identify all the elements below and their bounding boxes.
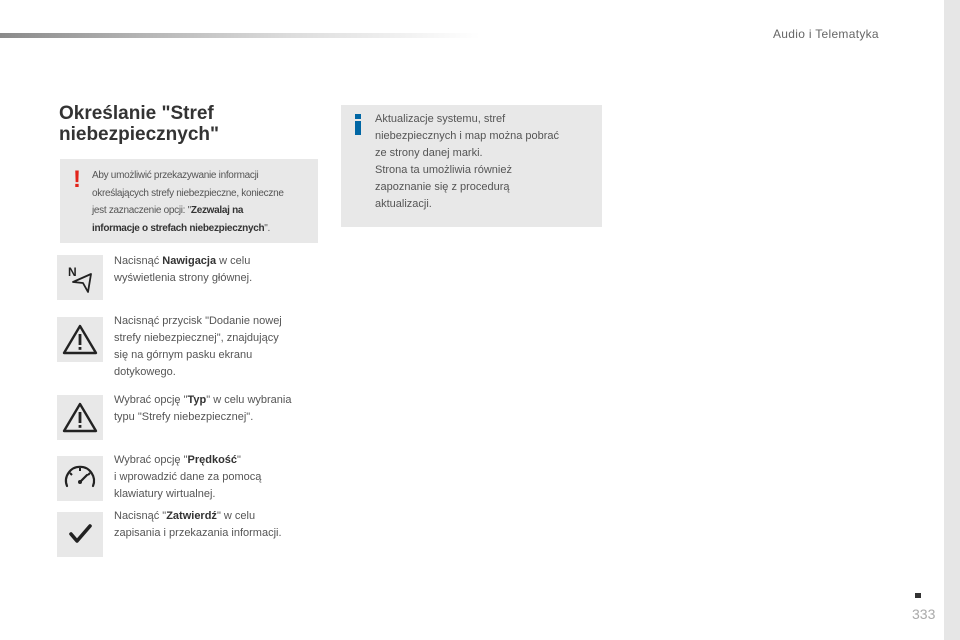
info-i-icon (355, 114, 361, 135)
info-text (375, 111, 595, 213)
step-1-text: Nacisnąć Nawigacja w celu wyświetlenia strony głównej. (114, 255, 253, 284)
warning-line-2: określających strefy niebezpieczne, konieczne (92, 187, 284, 199)
warning-line-3: jest zaznaczenie opcji: " (92, 205, 191, 216)
step-5-text: Nacisnąć "Zatwierdź" w celu zapisania i przekazania informacji. (114, 510, 282, 539)
warning-triangle-icon (57, 395, 103, 440)
warning-line-1: Aby umożliwić przekazywanie informacji (92, 170, 259, 181)
page-number: 333 (912, 606, 936, 622)
info-line-1: Aktualizacje systemu, stref (375, 113, 506, 125)
warning-exclamation-icon: ! (73, 166, 81, 193)
step-2-text: Nacisnąć przycisk "Dodanie nowej strefy niebezpiecznej", znajdujący się na górnym pasku ekranu dotykowego. (114, 315, 282, 378)
right-edge-strip (944, 0, 960, 640)
checkmark-icon (57, 512, 103, 557)
speedometer-icon (57, 456, 103, 501)
page-title-line-1: Określanie "Stref (59, 103, 214, 124)
step-4-keyword: Prędkość (187, 454, 238, 466)
step-4-text: Wybrać opcję "Prędkość" i wprowadzić dane za pomocą klawiatury wirtualnej. (114, 454, 262, 500)
step-1-keyword: Nawigacja (162, 255, 217, 267)
section-title: Audio i Telematyka (773, 27, 879, 41)
info-line-6: aktualizacji. (375, 198, 432, 210)
info-line-4: Strona ta umożliwia również (375, 164, 512, 176)
info-line-2: niebezpiecznych i map można pobrać (375, 130, 560, 142)
info-line-5: zapoznanie się z procedurą (375, 181, 510, 193)
warning-box (60, 159, 318, 243)
warning-option-name-1: Zezwalaj na (190, 205, 244, 216)
page-title-line-2: niebezpiecznych" (59, 124, 219, 145)
step-5-keyword: Zatwierdź (166, 510, 217, 522)
step-3-text: Wybrać opcję "Typ" w celu wybrania typu "Strefy niebezpiecznej". (114, 394, 292, 423)
page-marker (915, 593, 921, 598)
step-3-keyword: Typ (187, 394, 207, 406)
warning-option-name-2: informacje o strefach niebezpiecznych (92, 222, 265, 234)
info-box (341, 105, 602, 227)
info-line-3: ze strony danej marki. (375, 147, 483, 159)
warning-triangle-icon (57, 317, 103, 362)
header-gradient-bar (0, 33, 480, 38)
warning-line-4-end: ". (264, 222, 271, 234)
page-title (59, 103, 219, 145)
navigation-icon-letter: N (68, 265, 77, 279)
navigation-icon (57, 255, 103, 300)
warning-text (92, 167, 314, 237)
